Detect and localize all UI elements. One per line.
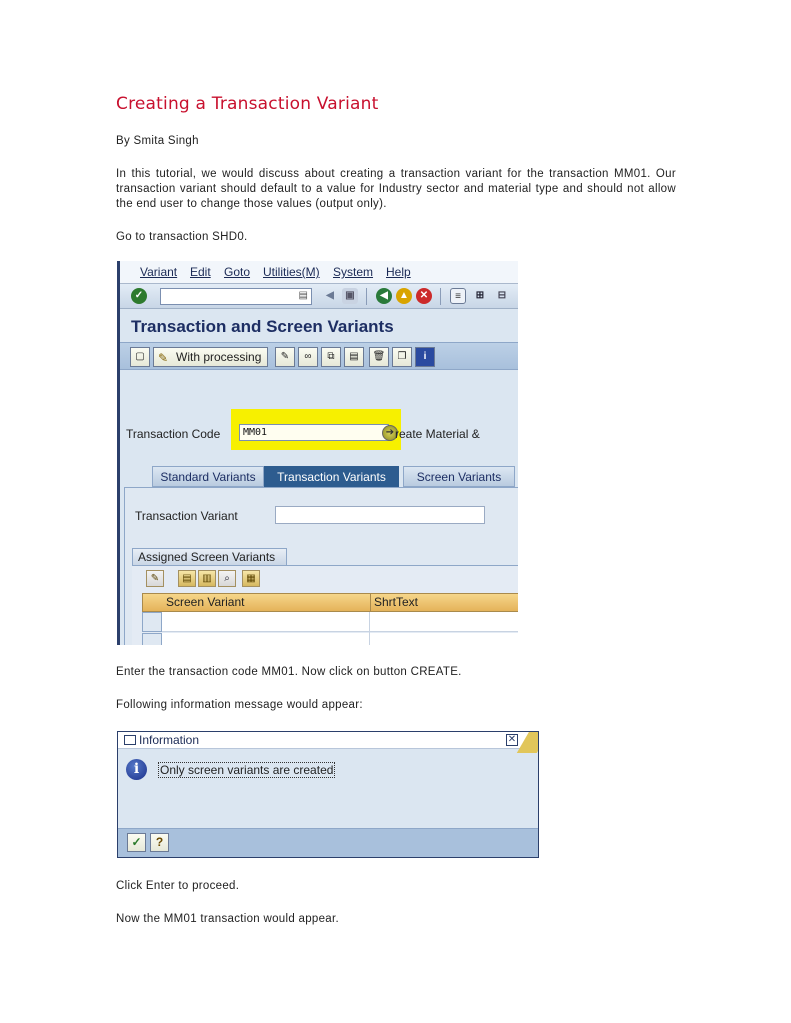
dropdown-icon[interactable]: ▤ xyxy=(298,290,308,301)
menu-goto[interactable]: Goto xyxy=(224,265,251,279)
document-title: Creating a Transaction Variant xyxy=(116,94,379,114)
step-click-enter: Click Enter to proceed. xyxy=(116,880,240,892)
information-popup xyxy=(117,731,539,858)
enter-check-icon[interactable]: ✓ xyxy=(131,288,147,304)
application-toolbar xyxy=(120,342,518,370)
popup-title-bar xyxy=(118,732,538,749)
information-icon: i xyxy=(126,759,147,780)
step-goto-shd0: Go to transaction SHD0. xyxy=(116,231,248,243)
help-icon[interactable]: ? xyxy=(150,833,169,852)
tab-screen-variants[interactable]: Screen Variants xyxy=(403,466,515,487)
pencil-icon: ✎ xyxy=(158,351,169,365)
tab-panel xyxy=(124,487,518,645)
column-divider xyxy=(369,612,370,645)
toolbar-separator xyxy=(366,288,367,305)
create-icon[interactable]: ▢ xyxy=(130,347,150,367)
select-all-icon[interactable]: ▦ xyxy=(242,570,260,587)
with-processing-button[interactable]: ✎ With processing xyxy=(153,347,268,367)
sap-screenshot-variants xyxy=(117,261,518,645)
assigned-screen-variants-title: Assigned Screen Variants xyxy=(132,548,287,566)
find-icon[interactable]: ⊞ xyxy=(475,290,485,301)
menu-variant[interactable]: Variant xyxy=(140,265,178,279)
change-icon[interactable]: ✎ xyxy=(275,347,295,367)
author-line: By Smita Singh xyxy=(116,135,199,147)
window-icon xyxy=(124,735,136,745)
insert-row-icon[interactable]: ▤ xyxy=(178,570,196,587)
transaction-go-icon[interactable]: ➔ xyxy=(382,425,398,441)
menu-utilities[interactable]: Utilities(M) xyxy=(263,265,320,279)
step-mm01-appears: Now the MM01 transaction would appear. xyxy=(116,913,339,925)
transaction-variant-label: Transaction Variant xyxy=(135,509,238,523)
col-short-text[interactable]: ShrtText xyxy=(374,595,419,609)
transaction-code-description: reate Material & xyxy=(395,427,480,441)
table-row[interactable] xyxy=(162,612,518,632)
delete-icon[interactable]: 🗑 xyxy=(369,347,389,367)
standard-toolbar xyxy=(120,283,518,309)
exit-icon[interactable]: ▲ xyxy=(396,288,412,304)
back-arrow-icon[interactable]: ◀ xyxy=(326,290,334,301)
popup-footer xyxy=(118,828,538,857)
row-selector[interactable] xyxy=(142,633,162,645)
menu-bar xyxy=(120,261,518,283)
display-icon[interactable]: ∞ xyxy=(298,347,318,367)
print-icon[interactable]: ≡ xyxy=(450,288,466,304)
screen-title: Transaction and Screen Variants xyxy=(131,317,394,336)
continue-check-icon[interactable]: ✓ xyxy=(127,833,146,852)
info-icon[interactable]: i xyxy=(415,347,435,367)
find-next-icon[interactable]: ⊟ xyxy=(497,290,507,301)
popup-title: Information xyxy=(139,733,200,747)
toolbar-separator xyxy=(440,288,441,305)
tab-transaction-variants[interactable]: Transaction Variants xyxy=(264,466,399,487)
command-field[interactable] xyxy=(160,288,312,305)
detail-search-icon[interactable]: ⌕ xyxy=(218,570,236,587)
test-icon[interactable]: ▤ xyxy=(344,347,364,367)
step-enter-mm01: Enter the transaction code MM01. Now click on button CREATE. xyxy=(116,666,462,678)
cancel-icon[interactable]: ✕ xyxy=(416,288,432,304)
copy-icon[interactable]: ❐ xyxy=(392,347,412,367)
col-screen-variant[interactable]: Screen Variant xyxy=(163,594,371,611)
transaction-code-label: Transaction Code xyxy=(126,427,221,441)
assigned-screen-variants-group xyxy=(132,565,518,645)
corner-decoration xyxy=(517,731,539,753)
intro-paragraph: In this tutorial, we would discuss about creating a transaction variant for the transaction MM01. Our transaction variant should default to a value for Industry sector and material type and should not allow the end user to change those values (output only). xyxy=(116,168,676,210)
row-selector[interactable] xyxy=(142,612,162,632)
table-header xyxy=(142,593,518,612)
transaction-code-input[interactable]: MM01 xyxy=(239,424,389,441)
row-selectors xyxy=(142,612,162,645)
menu-help[interactable]: Help xyxy=(386,265,411,279)
transaction-variant-input[interactable] xyxy=(275,506,485,524)
step-info-message: Following information message would appear: xyxy=(116,699,363,711)
menu-edit[interactable]: Edit xyxy=(190,265,211,279)
tab-standard-variants[interactable]: Standard Variants xyxy=(152,466,264,487)
delete-row-icon[interactable]: ▥ xyxy=(198,570,216,587)
menu-system[interactable]: System xyxy=(333,265,374,279)
table-row[interactable] xyxy=(162,633,518,645)
back-icon[interactable]: ◀ xyxy=(376,288,392,304)
close-icon[interactable]: ✕ xyxy=(507,734,517,745)
save-icon[interactable]: ▣ xyxy=(342,288,358,304)
table-settings-icon[interactable]: ✎ xyxy=(146,570,164,587)
popup-message: Only screen variants are created xyxy=(160,763,334,777)
copy-variant-icon[interactable]: ⧉ xyxy=(321,347,341,367)
